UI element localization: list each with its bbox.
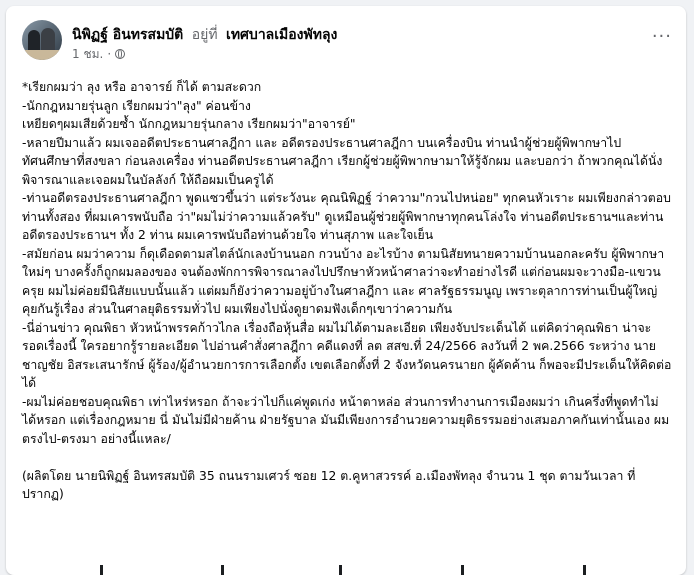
author-name[interactable]: นิพิฏฐ์ อินทรสมบัติ — [72, 27, 184, 43]
image-edge-mark — [461, 565, 464, 575]
post-footer-note: (ผลิตโดย นายนิพิฏฐ์ อินทรสมบัติ 35 ถนนรามเศวร์ ซอย 12 ต.คูหาสวรรค์ อ.เมืองพัทลุง จำนวน 1 ชุด ตามวันเวลา ที่ปรากฏ) — [22, 468, 636, 501]
post-paragraph: -สมัยก่อน ผมว่าความ ก็ดุเดือดตามสไตล์นักเลงบ้านนอก กวนบ้าง อะไรบ้าง ตามนิสัยทนายความบ้านนอกละครับ ผู้พิพากษาใหม่ๆ บางครั้งก็ถูกผมลองของ จนต้องพักการพิจารณาลงไปปรึกษาหัวหน้าศาลว่าจะทำอย่างไรดี แต่ก่อนผมจะวางมือ-แขวนครุย ผมไม่ค่อยมีนิสัยแบบนั้นแล้ว แต่ผมก็ยังว่าความอยู่บ้างในศาลฎีกา และ ศาลรัฐธรรมนูญ เพราะตุลาการท่านเป็นผู้ใหญ่ คุยกันรู้เรื่อง ส่วนในศาลยุติธรรมทั่วไป ผมเพียงไปนั่งดูยาดมฟังเด็กๆเขาว่าความกัน — [22, 246, 665, 316]
post-paragraph: -นี่อ่านข่าว คุณพิธา หัวหน้าพรรคก้าวไกล เรื่องถือหุ้นสื่อ ผมไม่ได้ตามละเอียด เพียงจับประเด็นได้ แต่คิดว่าคุณพิธา น่าจะรอดเรื่องนี้ ใครอยากรู้รายละเอียด ไปอ่านคำสั่งศาลฎีกา คดีแดงที่ ลต สสข.ที่ 24/2566 ลงวันที่ 2 พค.2566 ระหว่าง นายชาญชัย อิสระเสนารักษ์ ผู้ร้อง/ผู้อำนวยการการเลือกตั้ง เขตเลือกตั้งที่ 2 จังหวัดนครนายก ผู้คัดค้าน ก็พอจะมีประเด็นให้คิดต่อได้ — [22, 320, 672, 390]
avatar-ground — [22, 50, 62, 60]
globe-icon[interactable] — [115, 49, 125, 59]
image-edge-mark — [339, 565, 342, 575]
post-card — [6, 6, 686, 575]
post-text — [22, 78, 672, 504]
post-paragraph: -ท่านอดีตรองประธานศาลฎีกา พูดแซวขึ้นว่า แต่ระวังนะ คุณนิพิฏฐ์ ว่าความ"กวนไปหน่อย" ทุกคนหัวเราะ ผมเพียงกล่าวตอบท่านทั้งสอง ที่ผมเคารพนับถือ ว่า"ผมไม่ว่าความแล้วครับ" ดูเหมือนผู้ช่วยผู้พิพากษาทุกคนโล่งใจ ท่านอดีตประธานฯและท่านอดีตรองประธานฯ ทั้ง 2 ท่าน ผมเคารพนับถือท่านด้วยใจ ท่านสุภาพ และใจเย็น — [22, 191, 671, 242]
avatar-figure — [28, 30, 40, 52]
at-label: อยู่ที่ — [191, 27, 218, 43]
post-paragraph: เหยียดๆผมเสียด้วยซ้ำ นักกฎหมายรุ่นกลาง เรียกผมว่า"อาจารย์" — [22, 117, 356, 131]
avatar[interactable] — [22, 20, 62, 60]
post-meta — [72, 47, 125, 61]
image-edge-mark — [221, 565, 224, 575]
more-options-icon[interactable]: ··· — [651, 26, 672, 47]
author-line — [72, 26, 337, 44]
post-paragraph: -ผมไม่ค่อยชอบคุณพิธา เท่าไหร่หรอก ถ้าจะว่าไปก็แค่พูดเก่ง หน้าตาหล่อ ส่วนการทำงานการเมืองผมว่า เกินครึ่งที่พูดทำไม่ได้หรอก แต่เรื่องกฎหมาย นี่ มันไม่มีฝ่ายค้าน ฝ่ายรัฐบาล มันมีเพียงการอำนวยความยุติธรรมอย่างเสมอภาคกันเท่านั้นเอง ผมตรงไป-ตรงมา อย่างนี้แหละ/ — [22, 394, 670, 446]
image-edge-mark — [583, 565, 586, 575]
post-timestamp[interactable]: 1 ชม. — [72, 47, 104, 61]
post-header — [6, 6, 686, 70]
location-link[interactable]: เทศบาลเมืองพัทลุง — [226, 27, 338, 43]
meta-separator: · — [107, 47, 112, 61]
post-paragraph: -นักกฎหมายรุ่นลูก เรียกผมว่า"ลุง" ค่อนข้าง — [22, 98, 251, 113]
post-paragraph: -หลายปีมาแล้ว ผมเจออดีตประธานศาลฎีกา และ อดีตรองประธานศาลฎีกา บนเครื่องบิน ท่านนำผู้ช่วยผู้พิพากษาไปทัศนศึกษาที่สงขลา ก่อนลงเครื่อง ท่านอดีตประธานศาลฎีกา เรียกผู้ช่วยผู้พิพากษามาให้รู้จักผม และบอกว่า ถ้าพวกคุณได้นั่งพิจารณาและเจอผมในบัลลังก์ ให้ถือผมเป็นครูได้ — [22, 135, 663, 187]
image-edge-mark — [100, 565, 103, 575]
post-paragraph: *เรียกผมว่า ลุง หรือ อาจารย์ ก็ได้ ตามสะดวก — [22, 80, 262, 94]
